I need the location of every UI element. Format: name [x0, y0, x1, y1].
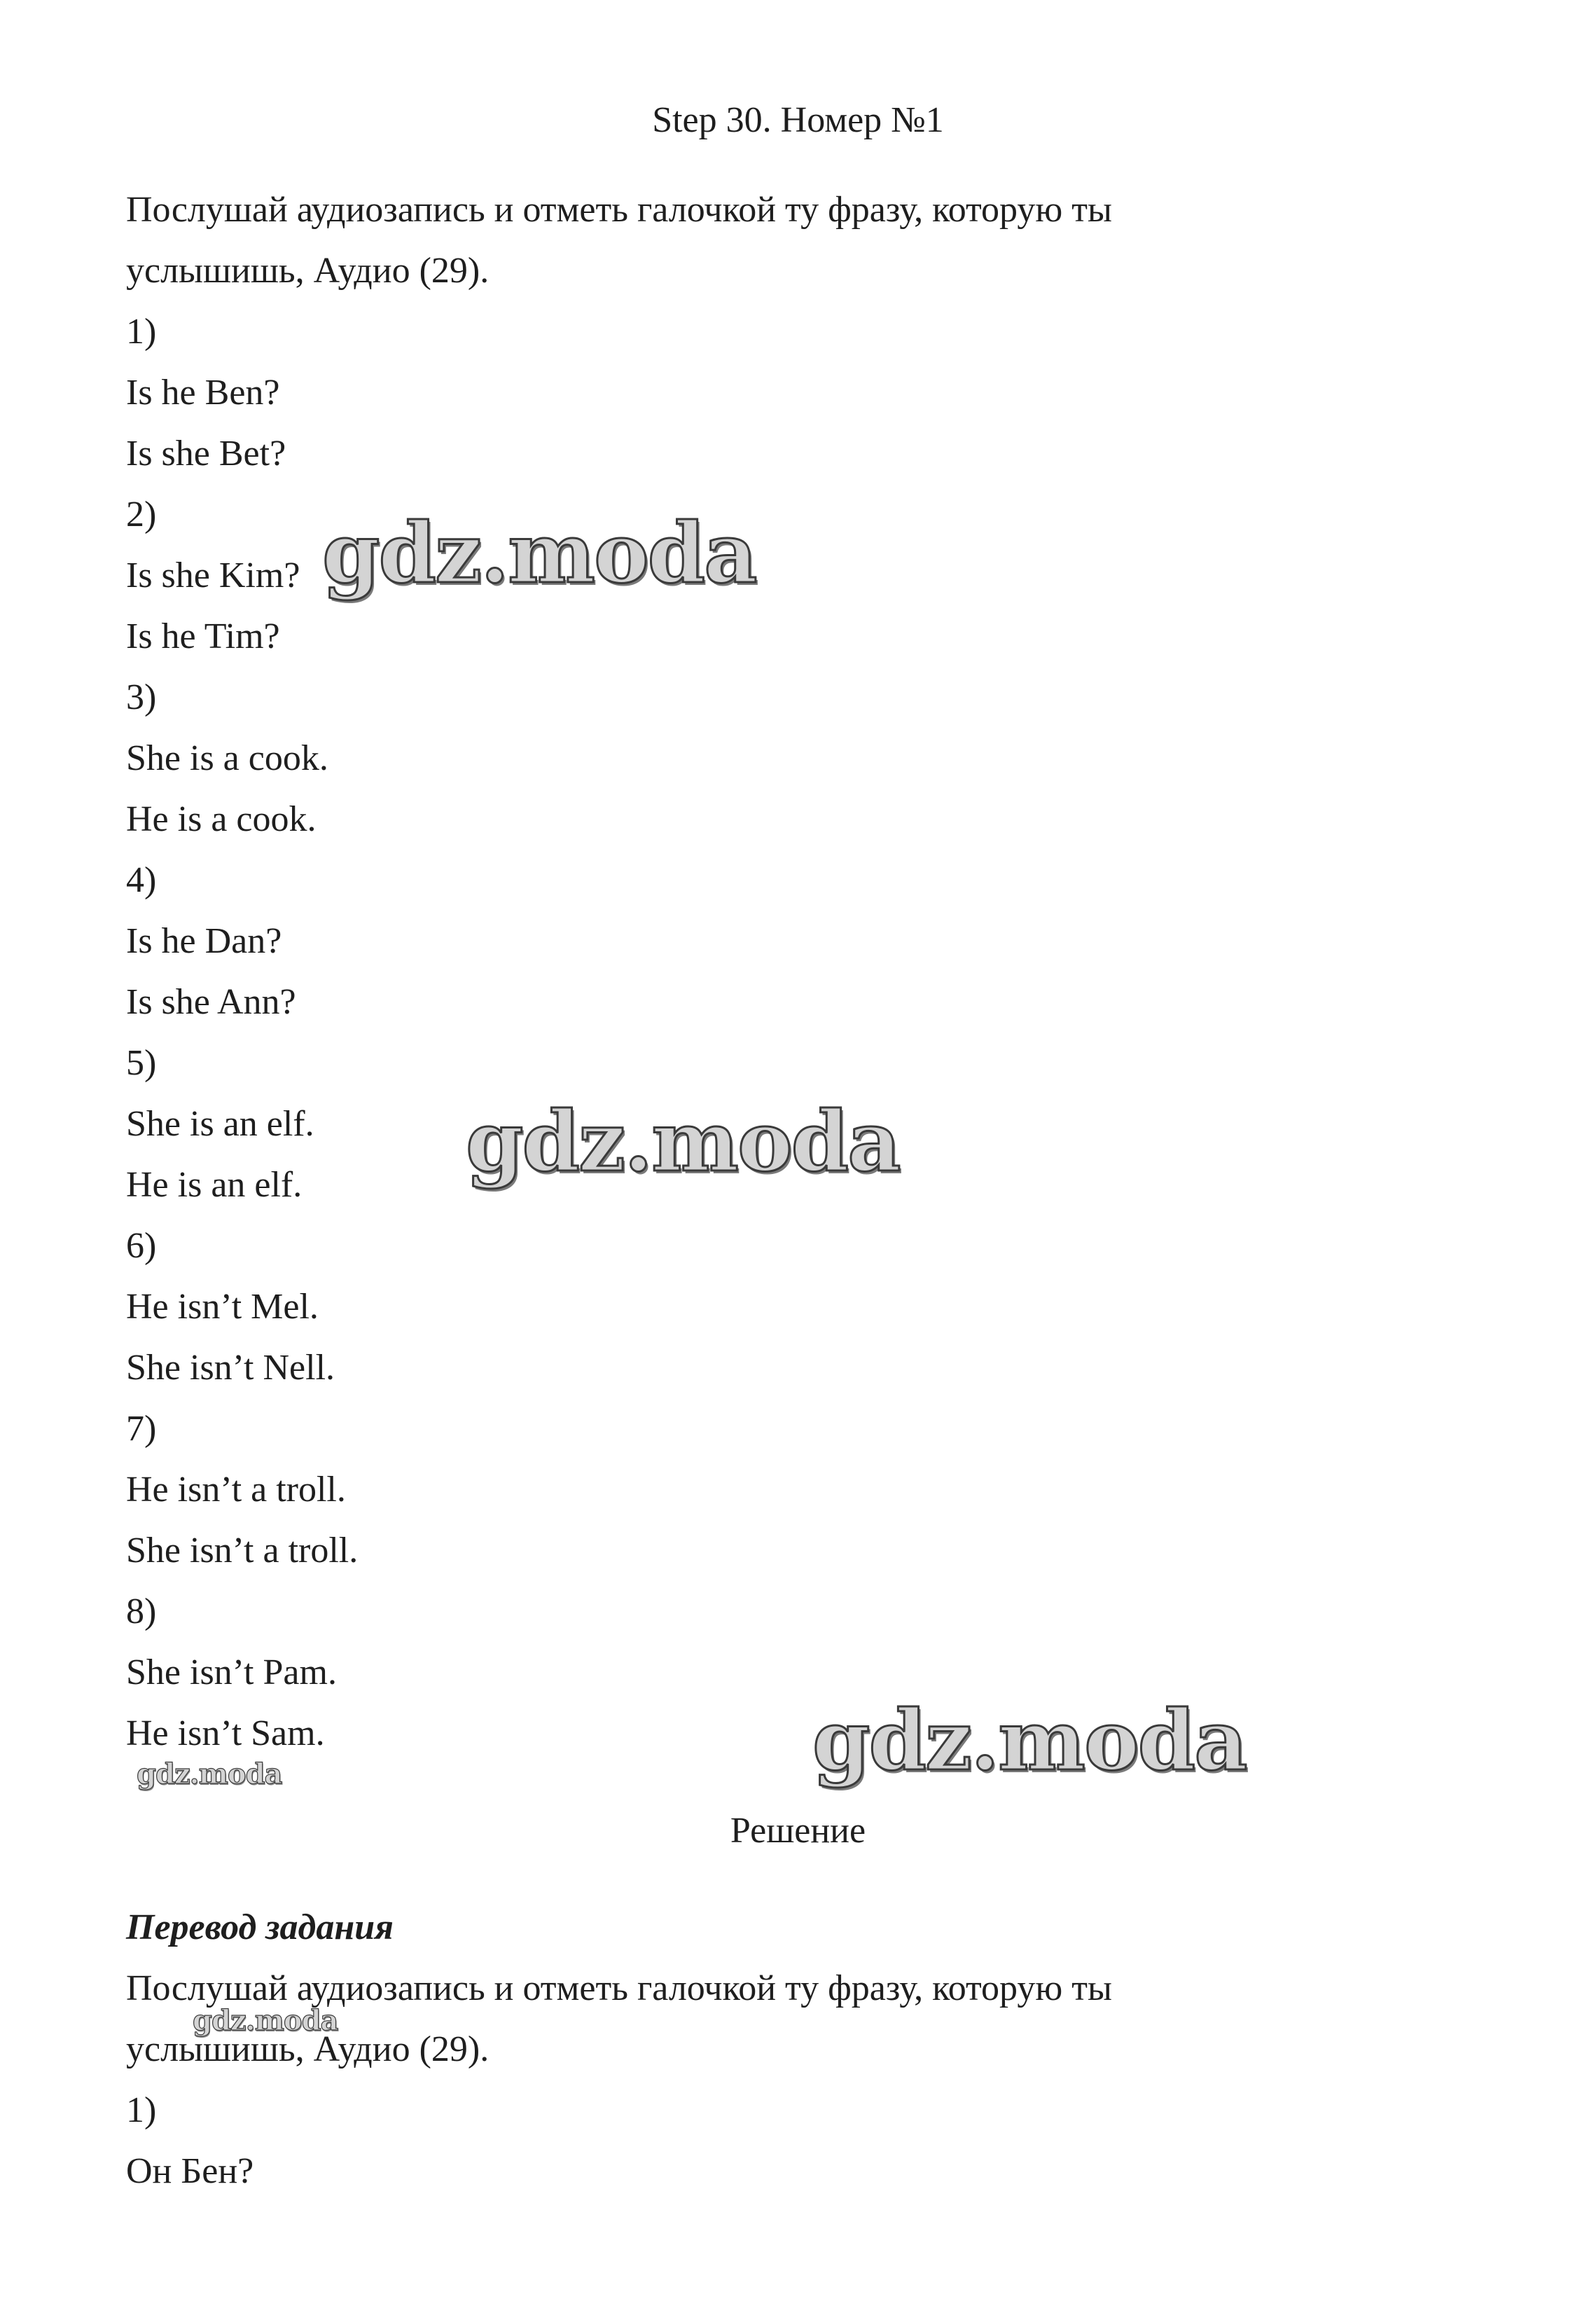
watermark-logo: gdz.moda	[322, 504, 756, 602]
item-number: 8)	[126, 1592, 157, 1631]
item-number: 5)	[126, 1043, 157, 1083]
watermark-logo: gdz.moda	[466, 1093, 900, 1190]
item-option: He is an elf.	[126, 1165, 303, 1205]
item-number: 7)	[126, 1409, 157, 1449]
translation-text-line-1: Послушай аудиозапись и отметь галочкой ту фразу, которую ты	[126, 1968, 1112, 2008]
translation-heading: Перевод задания	[126, 1907, 394, 1947]
item-number: 4)	[126, 860, 157, 900]
task-text-line-1: Послушай аудиозапись и отметь галочкой ту фразу, которую ты	[126, 190, 1112, 230]
item-option: Is she Kim?	[126, 555, 300, 595]
item-number: 1)	[126, 312, 157, 352]
item-option: She isn’t Pam.	[126, 1652, 337, 1692]
item-number: 2)	[126, 495, 157, 534]
item-option: Is he Tim?	[126, 616, 280, 656]
item-option: She isn’t Nell.	[126, 1348, 335, 1388]
page-title: Step 30. Номер №1	[652, 100, 944, 140]
item-option: Is he Ben?	[126, 373, 280, 413]
item-option: Он Бен?	[126, 2151, 254, 2191]
item-option: She isn’t a troll.	[126, 1531, 359, 1570]
watermark-logo: gdz.moda	[193, 2004, 338, 2037]
translation-text-line-2: услышишь, Аудио (29).	[126, 2029, 490, 2069]
solution-heading: Решение	[730, 1811, 866, 1851]
task-text-line-2: услышишь, Аудио (29).	[126, 251, 490, 291]
item-option: He is a cook.	[126, 799, 317, 839]
item-option: She is an elf.	[126, 1104, 314, 1144]
item-number: 6)	[126, 1226, 157, 1266]
item-option: He isn’t Mel.	[126, 1287, 319, 1327]
watermark-logo: gdz.moda	[812, 1692, 1247, 1789]
watermark-logo: gdz.moda	[137, 1758, 282, 1790]
item-option: She is a cook.	[126, 738, 328, 778]
item-option: He isn’t Sam.	[126, 1713, 325, 1753]
item-number: 3)	[126, 677, 157, 717]
item-option: Is he Dan?	[126, 921, 282, 961]
item-number: 1)	[126, 2090, 157, 2130]
item-option: He isn’t a troll.	[126, 1470, 346, 1510]
item-option: Is she Bet?	[126, 434, 286, 474]
item-option: Is she Ann?	[126, 982, 296, 1022]
